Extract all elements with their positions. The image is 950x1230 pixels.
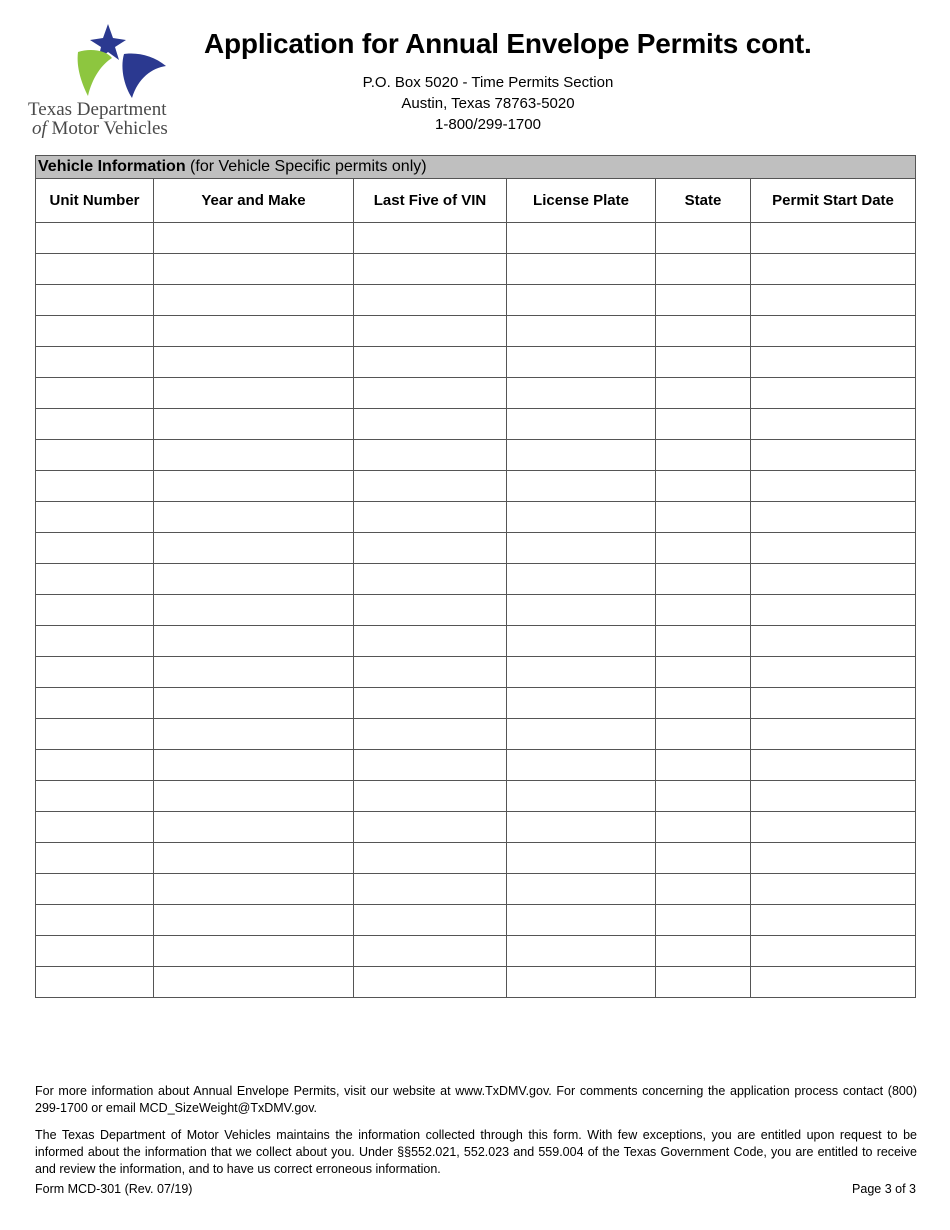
cell-last-five-of-vin[interactable] <box>354 502 507 533</box>
cell-last-five-of-vin[interactable] <box>354 843 507 874</box>
cell-license-plate[interactable] <box>507 378 656 409</box>
cell-year-and-make[interactable] <box>154 533 354 564</box>
cell-state[interactable] <box>656 564 751 595</box>
cell-last-five-of-vin[interactable] <box>354 409 507 440</box>
cell-year-and-make[interactable] <box>154 595 354 626</box>
table-row <box>36 688 916 719</box>
cell-permit-start-date[interactable] <box>751 874 916 905</box>
address-line-1: P.O. Box 5020 - Time Permits Section <box>362 74 614 91</box>
cell-unit-number[interactable] <box>36 843 154 874</box>
cell-year-and-make[interactable] <box>154 657 354 688</box>
logo-text-line2 <box>28 119 198 138</box>
cell-last-five-of-vin[interactable] <box>354 688 507 719</box>
table-row <box>36 874 916 905</box>
cell-last-five-of-vin[interactable] <box>354 874 507 905</box>
cell-state[interactable] <box>656 316 751 347</box>
table-row <box>36 812 916 843</box>
cell-year-and-make[interactable] <box>154 812 354 843</box>
cell-last-five-of-vin[interactable] <box>354 657 507 688</box>
table-row <box>36 967 916 998</box>
cell-permit-start-date[interactable] <box>751 378 916 409</box>
cell-license-plate[interactable] <box>507 967 656 998</box>
cell-license-plate[interactable] <box>507 440 656 471</box>
table-row <box>36 347 916 378</box>
cell-last-five-of-vin[interactable] <box>354 564 507 595</box>
column-header-year-and-make: Year and Make <box>154 179 354 223</box>
table-row <box>36 719 916 750</box>
cell-permit-start-date[interactable] <box>751 471 916 502</box>
cell-license-plate[interactable] <box>507 533 656 564</box>
cell-unit-number[interactable] <box>36 471 154 502</box>
cell-permit-start-date[interactable] <box>751 316 916 347</box>
cell-permit-start-date[interactable] <box>751 595 916 626</box>
cell-license-plate[interactable] <box>507 564 656 595</box>
cell-unit-number[interactable] <box>36 285 154 316</box>
info-paragraph-privacy: The Texas Department of Motor Vehicles maintains the information collected through this form. With few exceptions, you are entitled upon request to be informed about the information that we collect about you. Under §§552.021, 552.023 and 559.004 of the Texas Government Code, you are entitled to receive and review the information, and to have us correct erroneous information. <box>35 1128 917 1176</box>
cell-unit-number[interactable] <box>36 781 154 812</box>
column-header-permit-start-date: Permit Start Date <box>751 179 916 223</box>
column-header-last-five-of-vin: Last Five of VIN <box>354 179 507 223</box>
cell-permit-start-date[interactable] <box>751 626 916 657</box>
cell-last-five-of-vin[interactable] <box>354 316 507 347</box>
cell-state[interactable] <box>656 626 751 657</box>
vehicle-section-header <box>36 156 916 179</box>
cell-unit-number[interactable] <box>36 812 154 843</box>
cell-license-plate[interactable] <box>507 626 656 657</box>
cell-year-and-make[interactable] <box>154 750 354 781</box>
cell-year-and-make[interactable] <box>154 626 354 657</box>
cell-permit-start-date[interactable] <box>751 440 916 471</box>
cell-license-plate[interactable] <box>507 409 656 440</box>
cell-license-plate[interactable] <box>507 781 656 812</box>
cell-unit-number[interactable] <box>36 874 154 905</box>
table-row <box>36 843 916 874</box>
cell-last-five-of-vin[interactable] <box>354 223 507 254</box>
table-row <box>36 905 916 936</box>
phone-number: 1-800/299-1700 <box>435 116 541 133</box>
cell-last-five-of-vin[interactable] <box>354 533 507 564</box>
table-row <box>36 781 916 812</box>
cell-permit-start-date[interactable] <box>751 812 916 843</box>
cell-permit-start-date[interactable] <box>751 719 916 750</box>
cell-license-plate[interactable] <box>507 750 656 781</box>
table-row <box>36 378 916 409</box>
cell-unit-number[interactable] <box>36 657 154 688</box>
cell-permit-start-date[interactable] <box>751 843 916 874</box>
cell-year-and-make[interactable] <box>154 936 354 967</box>
cell-unit-number[interactable] <box>36 564 154 595</box>
cell-license-plate[interactable] <box>507 688 656 719</box>
cell-last-five-of-vin[interactable] <box>354 471 507 502</box>
cell-permit-start-date[interactable] <box>751 223 916 254</box>
cell-license-plate[interactable] <box>507 471 656 502</box>
logo-text-of: of <box>32 118 47 139</box>
cell-last-five-of-vin[interactable] <box>354 378 507 409</box>
table-row <box>36 564 916 595</box>
cell-state[interactable] <box>656 502 751 533</box>
cell-license-plate[interactable] <box>507 316 656 347</box>
cell-permit-start-date[interactable] <box>751 688 916 719</box>
table-row <box>36 936 916 967</box>
cell-unit-number[interactable] <box>36 688 154 719</box>
table-row <box>36 471 916 502</box>
cell-year-and-make[interactable] <box>154 781 354 812</box>
table-row <box>36 750 916 781</box>
cell-unit-number[interactable] <box>36 502 154 533</box>
column-header-row <box>36 179 916 223</box>
cell-year-and-make[interactable] <box>154 564 354 595</box>
cell-license-plate[interactable] <box>507 347 656 378</box>
table-row <box>36 595 916 626</box>
cell-year-and-make[interactable] <box>154 874 354 905</box>
cell-year-and-make[interactable] <box>154 967 354 998</box>
page-number: Page 3 of 3 <box>852 1182 916 1196</box>
cell-unit-number[interactable] <box>36 595 154 626</box>
cell-state[interactable] <box>656 874 751 905</box>
cell-permit-start-date[interactable] <box>751 936 916 967</box>
cell-year-and-make[interactable] <box>154 223 354 254</box>
cell-year-and-make[interactable] <box>154 688 354 719</box>
cell-unit-number[interactable] <box>36 316 154 347</box>
table-row <box>36 316 916 347</box>
cell-state[interactable] <box>656 595 751 626</box>
cell-state[interactable] <box>656 750 751 781</box>
cell-last-five-of-vin[interactable] <box>354 967 507 998</box>
vehicle-section-title: Vehicle Information <box>38 158 186 175</box>
cell-permit-start-date[interactable] <box>751 285 916 316</box>
cell-permit-start-date[interactable] <box>751 254 916 285</box>
cell-unit-number[interactable] <box>36 905 154 936</box>
cell-year-and-make[interactable] <box>154 378 354 409</box>
cell-unit-number[interactable] <box>36 626 154 657</box>
column-header-unit-number: Unit Number <box>36 179 154 223</box>
cell-last-five-of-vin[interactable] <box>354 936 507 967</box>
cell-last-five-of-vin[interactable] <box>354 719 507 750</box>
cell-state[interactable] <box>656 657 751 688</box>
cell-license-plate[interactable] <box>507 502 656 533</box>
cell-permit-start-date[interactable] <box>751 905 916 936</box>
cell-license-plate[interactable] <box>507 285 656 316</box>
cell-state[interactable] <box>656 347 751 378</box>
mailing-address <box>288 72 688 135</box>
cell-unit-number[interactable] <box>36 440 154 471</box>
table-row <box>36 409 916 440</box>
cell-year-and-make[interactable] <box>154 440 354 471</box>
cell-unit-number[interactable] <box>36 223 154 254</box>
cell-state[interactable] <box>656 936 751 967</box>
cell-license-plate[interactable] <box>507 595 656 626</box>
cell-unit-number[interactable] <box>36 719 154 750</box>
cell-unit-number[interactable] <box>36 967 154 998</box>
cell-permit-start-date[interactable] <box>751 502 916 533</box>
vehicle-information-table <box>35 155 916 998</box>
cell-permit-start-date[interactable] <box>751 533 916 564</box>
vehicle-rows <box>36 223 916 998</box>
cell-state[interactable] <box>656 223 751 254</box>
logo-green-swoosh <box>78 50 112 96</box>
table-row <box>36 657 916 688</box>
cell-permit-start-date[interactable] <box>751 750 916 781</box>
cell-unit-number[interactable] <box>36 936 154 967</box>
cell-license-plate[interactable] <box>507 905 656 936</box>
cell-state[interactable] <box>656 378 751 409</box>
logo-text-motor-vehicles: Motor Vehicles <box>46 118 168 139</box>
cell-state[interactable] <box>656 688 751 719</box>
cell-state[interactable] <box>656 967 751 998</box>
cell-unit-number[interactable] <box>36 254 154 285</box>
table-row <box>36 440 916 471</box>
cell-year-and-make[interactable] <box>154 905 354 936</box>
vehicle-section-subtitle: (for Vehicle Specific permits only) <box>185 158 427 175</box>
column-header-state: State <box>656 179 751 223</box>
cell-last-five-of-vin[interactable] <box>354 812 507 843</box>
table-row <box>36 502 916 533</box>
table-row <box>36 626 916 657</box>
cell-last-five-of-vin[interactable] <box>354 750 507 781</box>
cell-last-five-of-vin[interactable] <box>354 781 507 812</box>
cell-state[interactable] <box>656 781 751 812</box>
cell-year-and-make[interactable] <box>154 347 354 378</box>
cell-license-plate[interactable] <box>507 874 656 905</box>
cell-last-five-of-vin[interactable] <box>354 440 507 471</box>
star-swoosh-logo-icon <box>62 24 174 102</box>
cell-unit-number[interactable] <box>36 347 154 378</box>
cell-state[interactable] <box>656 285 751 316</box>
cell-license-plate[interactable] <box>507 254 656 285</box>
cell-unit-number[interactable] <box>36 533 154 564</box>
cell-permit-start-date[interactable] <box>751 347 916 378</box>
cell-last-five-of-vin[interactable] <box>354 905 507 936</box>
cell-last-five-of-vin[interactable] <box>354 347 507 378</box>
cell-license-plate[interactable] <box>507 657 656 688</box>
cell-year-and-make[interactable] <box>154 502 354 533</box>
table-row <box>36 223 916 254</box>
cell-year-and-make[interactable] <box>154 409 354 440</box>
cell-last-five-of-vin[interactable] <box>354 626 507 657</box>
cell-license-plate[interactable] <box>507 843 656 874</box>
cell-unit-number[interactable] <box>36 409 154 440</box>
cell-license-plate[interactable] <box>507 719 656 750</box>
cell-last-five-of-vin[interactable] <box>354 595 507 626</box>
table-row <box>36 254 916 285</box>
cell-permit-start-date[interactable] <box>751 967 916 998</box>
cell-year-and-make[interactable] <box>154 843 354 874</box>
cell-year-and-make[interactable] <box>154 285 354 316</box>
cell-state[interactable] <box>656 812 751 843</box>
cell-year-and-make[interactable] <box>154 316 354 347</box>
cell-license-plate[interactable] <box>507 812 656 843</box>
cell-license-plate[interactable] <box>507 936 656 967</box>
column-header-license-plate: License Plate <box>507 179 656 223</box>
page-title: Application for Annual Envelope Permits cont. <box>204 28 812 59</box>
txdmv-logo <box>28 24 198 142</box>
cell-permit-start-date[interactable] <box>751 409 916 440</box>
cell-permit-start-date[interactable] <box>751 781 916 812</box>
cell-state[interactable] <box>656 533 751 564</box>
logo-blue-swoosh <box>122 54 166 99</box>
cell-state[interactable] <box>656 254 751 285</box>
logo-text-line1: Texas Department <box>28 99 167 120</box>
cell-permit-start-date[interactable] <box>751 657 916 688</box>
cell-license-plate[interactable] <box>507 223 656 254</box>
cell-year-and-make[interactable] <box>154 719 354 750</box>
cell-permit-start-date[interactable] <box>751 564 916 595</box>
table-row <box>36 285 916 316</box>
cell-last-five-of-vin[interactable] <box>354 285 507 316</box>
form-identifier: Form MCD-301 (Rev. 07/19) <box>35 1182 193 1196</box>
cell-state[interactable] <box>656 440 751 471</box>
cell-state[interactable] <box>656 471 751 502</box>
cell-state[interactable] <box>656 409 751 440</box>
logo-text <box>28 100 198 138</box>
cell-last-five-of-vin[interactable] <box>354 254 507 285</box>
cell-year-and-make[interactable] <box>154 471 354 502</box>
cell-state[interactable] <box>656 719 751 750</box>
address-line-2: Austin, Texas 78763-5020 <box>401 95 575 112</box>
cell-unit-number[interactable] <box>36 378 154 409</box>
cell-state[interactable] <box>656 905 751 936</box>
table-row <box>36 533 916 564</box>
cell-unit-number[interactable] <box>36 750 154 781</box>
info-paragraph-contact: For more information about Annual Envelope Permits, visit our website at www.TxDMV.gov. For comments concerning the application process contact (800) 299-1700 or email MCD_SizeWeight@TxDMV.gov. <box>35 1084 917 1115</box>
cell-state[interactable] <box>656 843 751 874</box>
cell-year-and-make[interactable] <box>154 254 354 285</box>
